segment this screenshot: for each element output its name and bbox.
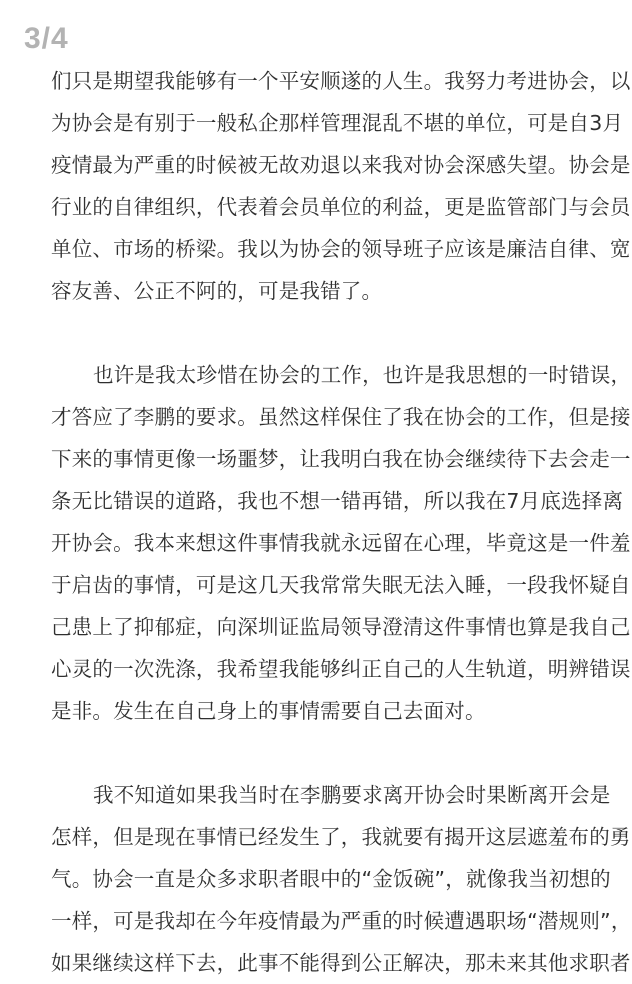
document-body bbox=[51, 60, 632, 984]
paragraph-line: 疫情最为严重的时候被无故劝退以来我对协会深感失望。协会是 bbox=[51, 153, 631, 177]
paragraph-line: 也许是我太珍惜在协会的工作，也许是我思想的一时错误， bbox=[93, 363, 632, 387]
paragraph-line: 为协会是有别于一般私企那样管理混乱不堪的单位，可是自3月 bbox=[51, 111, 624, 135]
paragraph-line: 我不知道如果我当时在李鹏要求离开协会时果断离开会是 bbox=[93, 783, 611, 807]
page-indicator: 3/4 bbox=[24, 22, 69, 55]
paragraph-line: 如果继续这样下去，此事不能得到公正解决，那未来其他求职者 bbox=[51, 951, 631, 975]
paragraph-line: 心灵的一次洗涤，我希望我能够纠正自己的人生轨道，明辨错误 bbox=[51, 657, 631, 681]
paragraph-line: 才答应了李鹏的要求。虽然这样保住了我在协会的工作，但是接 bbox=[51, 405, 631, 429]
paragraph-line: 下来的事情更像一场噩梦，让我明白我在协会继续待下去会走一 bbox=[51, 447, 631, 471]
paragraph-line: 己患上了抑郁症，向深圳证监局领导澄清这件事情也算是我自己 bbox=[51, 615, 631, 639]
paragraph-line: 条无比错误的道路，我也不想一错再错，所以我在7月底选择离 bbox=[51, 489, 624, 513]
paragraph-line: 是非。发生在自己身上的事情需要自己去面对。 bbox=[51, 699, 486, 723]
paragraph-3 bbox=[51, 774, 632, 984]
paragraph-line: 容友善、公正不阿的，可是我错了。 bbox=[51, 279, 383, 303]
paragraph-line: 们只是期望我能够有一个平安顺遂的人生。我努力考进协会，以 bbox=[51, 69, 631, 93]
paragraph-gap bbox=[51, 732, 591, 774]
paragraph-1 bbox=[51, 60, 631, 312]
paragraph-line: 一样，可是我却在今年疫情最为严重的时候遭遇职场“潜规则”， bbox=[51, 909, 632, 933]
paragraph-line: 行业的自律组织，代表着会员单位的利益，更是监管部门与会员 bbox=[51, 195, 631, 219]
paragraph-line: 气。协会一直是众多求职者眼中的“金饭碗”，就像我当初想的 bbox=[51, 867, 611, 891]
paragraph-gap bbox=[51, 312, 591, 354]
paragraph-line: 单位、市场的桥梁。我以为协会的领导班子应该是廉洁自律、宽 bbox=[51, 237, 631, 261]
paragraph-line: 于启齿的事情，可是这几天我常常失眠无法入睡，一段我怀疑自 bbox=[51, 573, 631, 597]
paragraph-line: 怎样，但是现在事情已经发生了，我就要有揭开这层遮羞布的勇 bbox=[51, 825, 631, 849]
paragraph-line: 开协会。我本来想这件事情我就永远留在心理，毕竟这是一件羞 bbox=[51, 531, 631, 555]
paragraph-2 bbox=[51, 354, 632, 732]
